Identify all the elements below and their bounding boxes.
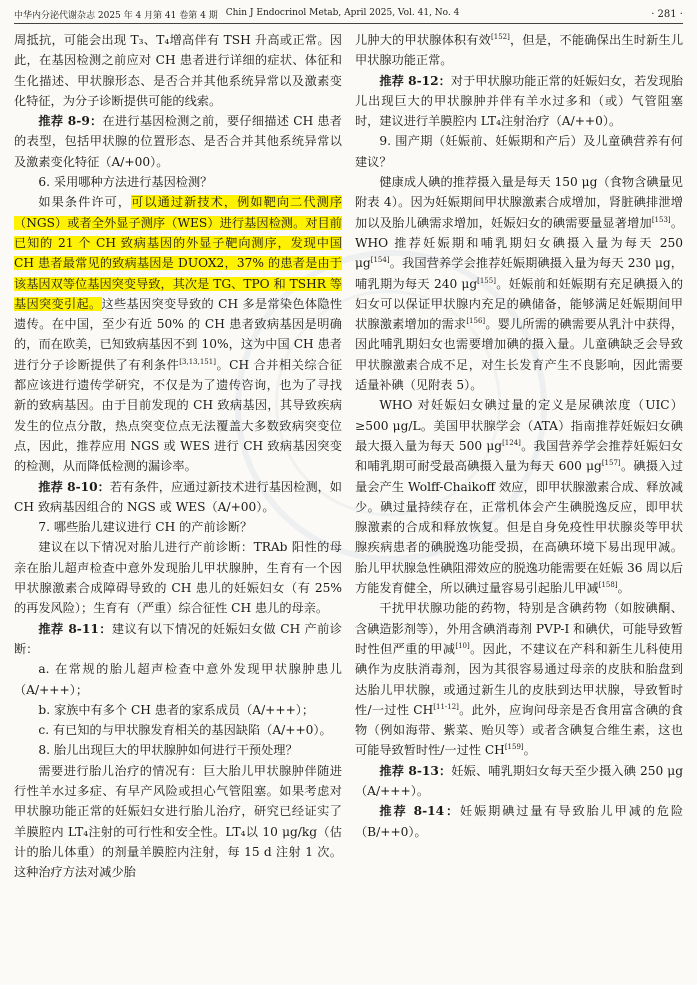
recommendation-text: 建议有以下情况的妊娠妇女做 CH 产前诊断： bbox=[14, 621, 342, 656]
recommendation-text: 妊娠期碘过量有导致胎儿甲减的危险（B/++0）。 bbox=[355, 804, 684, 839]
recommendation-8-11 bbox=[14, 619, 342, 660]
recommendation-text: 对于甲状腺功能正常的妊娠妇女，若发现胎儿出现巨大的甲状腺肿并伴有羊水过多和（或）气管阻塞时，建议进行羊膜腔内 LT₄注射治疗（A/++0）。 bbox=[355, 73, 683, 129]
citation: [10] bbox=[455, 641, 470, 650]
text-span: 。妊娠前和妊娠期有充足碘摄入的妇女可以保证甲状腺内充足的碘储备，能够满足妊娠期间甲状腺激素增加的需求 bbox=[355, 276, 684, 332]
text-span: 干扰甲状腺功能的药物，特别是含碘药物（如胺碘酮、含碘造影剂等），外用含碘消毒剂 PVP-I 和碘伏，可能导致暂时性但严重的甲减 bbox=[355, 601, 683, 656]
recommendation-8-9 bbox=[14, 111, 342, 172]
left-column bbox=[14, 30, 342, 882]
recommendation-label: 推荐 8-10： bbox=[38, 479, 110, 494]
paragraph bbox=[355, 30, 683, 71]
citation: [11-12] bbox=[433, 702, 459, 711]
text-span: 健康成人碘的推荐摄入量是每天 150 μg（食物含碘量见附表 4）。因为妊娠期间甲状腺激素合成增加，肾脏碘排泄增加以及胎儿碘需求增加，妊娠妇女的碘需要量显著增加 bbox=[355, 175, 683, 230]
citation: [156] bbox=[466, 317, 486, 326]
recommendation-8-14 bbox=[355, 801, 683, 842]
text-span: 儿肿大的甲状腺体积有效 bbox=[355, 33, 492, 47]
recommendation-item-c: c. 有已知的与甲状腺发育相关的基因缺陷（A/++0）。 bbox=[38, 723, 332, 738]
citation: [3,13,151] bbox=[179, 357, 216, 366]
citation: [152] bbox=[491, 32, 510, 41]
text-span: 如果条件许可， bbox=[38, 195, 132, 210]
citation: [158] bbox=[598, 580, 618, 589]
journal-title-en: Chin J Endocrinol Metab, April 2025, Vol. 41, No. 4 bbox=[225, 7, 460, 18]
recommendation-text: 在进行基因检测之前，要仔细描述 CH 患者的表型，包括甲状腺的位置形态、是否合并其他系统异常以及激素变化特征（A/+00）。 bbox=[14, 114, 342, 169]
citation: [157] bbox=[601, 459, 621, 468]
citation: [124] bbox=[502, 438, 521, 447]
page-header bbox=[14, 5, 683, 24]
recommendation-item-b: b. 家族中有多个 CH 患者的家系成员（A/+++）； bbox=[38, 702, 315, 717]
recommendation-item-a: a. 在常规的胎儿超声检查中意外发现甲状腺肿患儿（A/+++）； bbox=[14, 662, 342, 697]
text-span: 。因此，不建议在产科和新生儿科使用碘作为皮肤消毒剂，因为其很容易通过母亲的皮肤和胎盘到达胎儿甲状腺，或通过新生儿的皮肤到达甲状腺，导致暂时性/一过性 CH bbox=[355, 641, 684, 717]
highlighted-text: 可以通过新技术，例如靶向二代测序（NGS）或者全外显子测序（WES）进行基因检测。对目前已知的 21 个 CH 致病基因的外显子靶向测序，发现中国 CH 患者最常见的致病基因是 DUOX2，37% 的患者是由于该基因双等位基因突变导致，其次是 TG、TPO 和 TSHR 等基因突变引起。 bbox=[14, 195, 343, 311]
recommendation-label: 推荐 8-14： bbox=[379, 804, 461, 819]
text-span: 。此外，应询问母亲是否食用富含碘的食物（例如海带、紫菜、贻贝等）或者含碘复合维生素，这也可能导致暂时性/一过性 CH bbox=[355, 702, 684, 758]
paragraph: 建议在以下情况对胎儿进行产前诊断：TRAb 阳性的母亲在胎儿超声检查中意外发现胎儿甲状腺肿，生育有一个因甲状腺激素合成障碍导致的 CH 患儿的妊娠妇女（有 25% 的再发风险）；生育有（严重）综合征性 CH 患儿的母亲。 bbox=[14, 540, 342, 616]
right-column bbox=[355, 30, 683, 842]
recommendation-8-13 bbox=[355, 761, 683, 802]
question-6: 6. 采用哪种方法进行基因检测？ bbox=[38, 175, 213, 190]
text-span: 。我国营养学会推荐妊娠妇女和哺乳期可耐受最高碘摄入量为每天 600 μg bbox=[355, 438, 684, 474]
text-span: 。 bbox=[617, 581, 630, 596]
paragraph bbox=[355, 598, 683, 760]
recommendation-label: 推荐 8-13： bbox=[379, 763, 452, 778]
question-9: 9. 围产期（妊娠前、妊娠期和产后）及儿童碘营养有何建议？ bbox=[355, 134, 683, 169]
text-span: 。碘摄入过量会产生 Wolff-Chaikoff 效应，即甲状腺激素合成、释放减少。碘过量持续存在，正常机体会产生碘脱逸反应，即甲状腺激素的合成和释放恢复。但是自身免疫性甲状腺炎等甲状腺疾病患者的碘脱逸功能受损，在高碘环境下易出现甲减。胎儿甲状腺急性碘阻滞效应的脱逸功能需要在妊娠 36 周以后方能发育健全，所以碘过量容易引起胎儿甲减 bbox=[355, 459, 684, 596]
recommendation-text: 若有条件，应通过新技术进行基因检测，如 CH 致病基因组合的 NGS 或 WES（A/+00）。 bbox=[14, 479, 342, 514]
paragraph bbox=[355, 172, 683, 395]
paragraph: 需要进行胎儿治疗的情况有：巨大胎儿甲状腺肿伴随进行性羊水过多症、有早产风险或担心气管阻塞。如果考虑对甲状腺功能正常的妊娠妇女进行胎儿治疗，研究已经证实了羊膜腔内 LT₄注射的可行性和安全性。LT₄以 10 μg/kg（估计的胎儿体重）的剂量羊膜腔内注射，每 15 d 注射 1 次。这种治疗方法对减少胎 bbox=[14, 763, 342, 880]
journal-title-cn: 中华内分泌代谢杂志 2025 年 4 月第 41 卷第 4 期 bbox=[14, 10, 218, 21]
recommendation-8-12 bbox=[355, 71, 683, 132]
citation: [153] bbox=[651, 215, 671, 224]
page-number: · 281 · bbox=[651, 8, 683, 20]
text-span: 。我国营养学会推荐妊娠期碘摄入量为每天 230 μg，哺乳期为每天 240 μg bbox=[355, 256, 683, 291]
recommendation-8-10 bbox=[14, 477, 342, 518]
recommendation-label: 推荐 8-11： bbox=[38, 621, 112, 636]
citation: [154] bbox=[370, 256, 390, 265]
text-span: 。婴儿所需的碘需要从乳汁中获得，因此哺乳期妇女也需要增加碘的摄入量。儿童碘缺乏会导致甲状腺激素合成不足，对生长发育产生不良影响，因此需要适量补碘（见附表 5）。 bbox=[355, 317, 684, 393]
recommendation-label: 推荐 8-12： bbox=[379, 73, 451, 88]
paragraph: 周抵抗，可能会出现 T₃、T₄增高伴有 TSH 升高或正常。因此，在基因检测之前应对 CH 患者进行详细的症状、体征和生化描述、甲状腺形态、是否合并其他系统异常以及激素变化特征，为分子诊断提供可能的线索。 bbox=[14, 33, 342, 108]
citation: [159] bbox=[504, 743, 524, 752]
citation: [155] bbox=[477, 276, 496, 285]
question-8: 8. 胎儿出现巨大的甲状腺肿如何进行干预处理？ bbox=[38, 743, 298, 758]
text-span: 。CH 合并相关综合征都应该进行遗传学研究，不仅是为了遗传咨询，也为了寻找新的致病基因。由于目前发现的 CH 致病基因，其导致疾病发生的位点分散，热点突变位点无法覆盖大多数致病突变位点，因此，推荐应用 NGS 或 WES 进行 CH 致病基因突变的检测，从而降低检测的漏诊率。 bbox=[14, 357, 343, 474]
text-span: 。WHO 推荐妊娠期和哺乳期妇女碘摄入量为每天 250 μg bbox=[355, 215, 684, 271]
recommendation-label: 推荐 8-9： bbox=[38, 114, 103, 129]
text-span: 。 bbox=[523, 743, 536, 758]
recommendation-text: 妊娠、哺乳期妇女每天至少摄入碘 250 μg（A/+++）。 bbox=[355, 763, 683, 798]
text-span: WHO 对妊娠妇女碘过量的定义是尿碘浓度（UIC）≥500 μg/L。美国甲状腺学会（ATA）指南推荐妊娠妇女碘最大摄入量为每天 500 μg bbox=[355, 398, 683, 453]
text-span: ，但是，不能确保出生时新生儿甲状腺功能正常。 bbox=[355, 33, 684, 68]
paragraph bbox=[355, 395, 683, 598]
question-7: 7. 哪些胎儿建议进行 CH 的产前诊断？ bbox=[38, 520, 253, 535]
paragraph bbox=[14, 192, 342, 476]
text-span: 这些基因突变导致的 CH 多是常染色体隐性遗传。在中国，至少有近 50% 的 CH 患者致病基因是明确的，而在欧美，已知致病基因不到 10%，这为中国 CH 患者进行分子诊断提供了有利条件 bbox=[14, 296, 343, 372]
